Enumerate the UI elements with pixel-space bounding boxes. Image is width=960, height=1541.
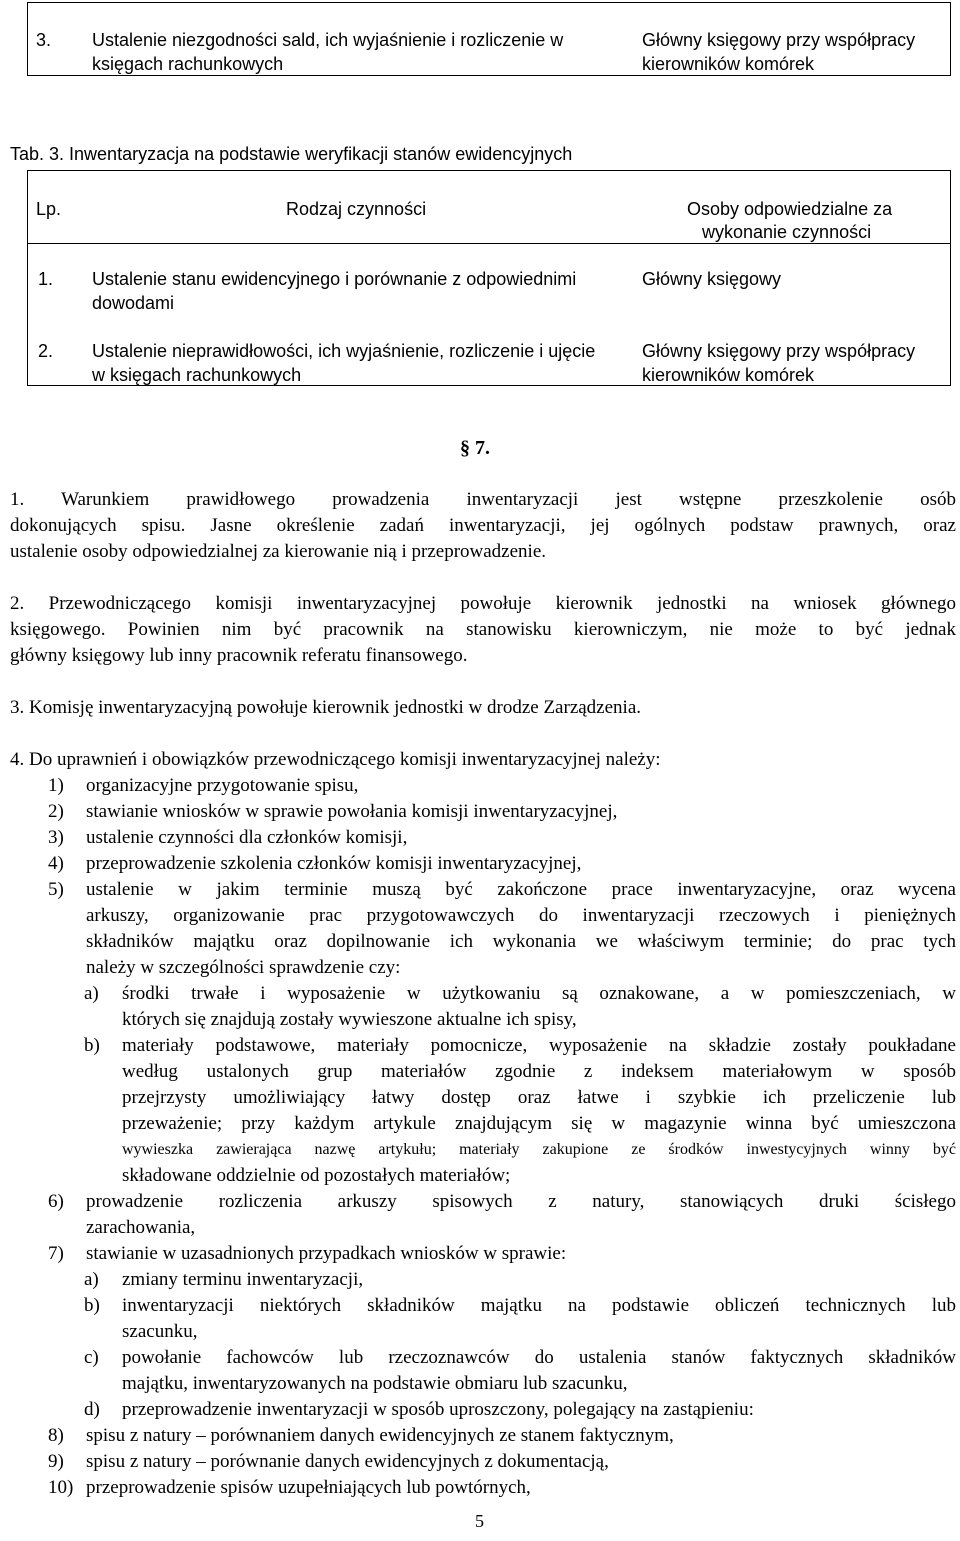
list-item: ustalenie czynności dla członków komisji, (86, 827, 408, 848)
sub-item-letter: c) (84, 1347, 99, 1368)
sub-item-letter: d) (84, 1399, 100, 1420)
paragraph-2 (10, 591, 956, 669)
table-row-no: 2. (38, 341, 54, 361)
sub-item (122, 1345, 956, 1397)
sub-item-letter: b) (84, 1035, 100, 1056)
table-header-resp: Osoby odpowiedzialne za (687, 199, 893, 219)
list-item-number: 3) (48, 827, 64, 848)
sub-item-line: materiały podstawowe, materiały pomocnicze, wyposażenie na składzie zostały poukładane (122, 1035, 956, 1056)
paragraph-3 (10, 695, 956, 721)
sub-item (122, 981, 956, 1033)
sub-item-line: powołanie fachowców lub rzeczoznawców do ustalenia stanów faktycznych składników (122, 1347, 956, 1368)
list-item-number: 6) (48, 1191, 64, 1212)
sub-item-line: przeważenie; przy każdym artykule znajdującym się w magazynie winna być umieszczona (122, 1113, 956, 1134)
list-item: stawianie wniosków w sprawie powołania komisji inwentaryzacyjnej, (86, 801, 618, 822)
table-cell-no: 3. (36, 30, 52, 50)
paragraph-line: 3. Komisję inwentaryzacyjną powołuje kierownik jednostki w drodze Zarządzenia. (10, 697, 642, 718)
sub-item: przeprowadzenie inwentaryzacji w sposób uproszczony, polegający na zastąpieniu: (122, 1399, 754, 1420)
sub-item (122, 1293, 956, 1345)
table-row-desc: dowodami (92, 293, 175, 313)
paragraph-line: ustalenie osoby odpowiedzialnej za kierowanie nią i przeprowadzenie. (10, 541, 547, 562)
sub-item-letter: a) (84, 983, 99, 1004)
sub-item-letter: b) (84, 1295, 100, 1316)
list-item: organizacyjne przygotowanie spisu, (86, 775, 359, 796)
table-cell-desc: księgach rachunkowych (92, 54, 284, 74)
page-number: 5 (475, 1511, 484, 1531)
list-item-line: ustalenie w jakim terminie muszą być zakończone prace inwentaryzacyjne, oraz wycena (86, 879, 956, 900)
sub-item-line: według ustalonych grup materiałów zgodnie z indeksem materiałowym w sposób (122, 1061, 956, 1082)
table-row-resp: Główny księgowy przy współpracy (642, 341, 916, 361)
list-item-line: prowadzenie rozliczenia arkuszy spisowych z natury, stanowiących druki ścisłego (86, 1191, 956, 1212)
list-item-number: 7) (48, 1243, 64, 1264)
list-item-number: 4) (48, 853, 64, 874)
list-item: spisu z natury – porównaniem danych ewidencyjnych ze stanem faktycznym, (86, 1425, 674, 1446)
list-item: spisu z natury – porównanie danych ewidencyjnych z dokumentacją, (86, 1451, 609, 1472)
paragraph-line: księgowego. Powinien nim być pracownik na stanowisku kierowniczym, nie może to być jednak (10, 619, 956, 640)
table-row-desc: Ustalenie nieprawidłowości, ich wyjaśnienie, rozliczenie i ujęcie (92, 341, 596, 361)
paragraph-line: główny księgowy lub inny pracownik referatu finansowego. (10, 645, 468, 666)
sub-item-letter: a) (84, 1269, 99, 1290)
section-heading: § 7. (460, 437, 490, 459)
paragraph-line: dokonujących spisu. Jasne określenie zadań inwentaryzacji, jej ogólnych podstaw prawnych, oraz (10, 515, 956, 536)
list-item-number: 1) (48, 775, 64, 796)
list-item: przeprowadzenie spisów uzupełniających lub powtórnych, (86, 1477, 531, 1498)
sub-item-line: inwentaryzacji niektórych składników majątku na podstawie obliczeń technicznych lub (122, 1295, 956, 1316)
table-cell-desc: Ustalenie niezgodności sald, ich wyjaśnienie i rozliczenie w (92, 30, 564, 50)
list-item: przeprowadzenie szkolenia członków komisji inwentaryzacyjnej, (86, 853, 582, 874)
list-item-number: 10) (48, 1477, 74, 1498)
sub-item: zmiany terminu inwentaryzacji, (122, 1269, 364, 1290)
sub-item-line: składowane oddzielnie od pozostałych materiałów; (122, 1165, 511, 1186)
table-row-no: 1. (38, 269, 54, 289)
paragraph-1 (10, 487, 956, 565)
table-cell-resp: kierowników komórek (642, 54, 815, 74)
sub-item-line: szacunku, (122, 1321, 198, 1342)
list-item-number: 8) (48, 1425, 64, 1446)
paragraph-line: 4. Do uprawnień i obowiązków przewodniczącego komisji inwentaryzacyjnej należy: (10, 749, 661, 770)
table-header-no: Lp. (36, 199, 62, 219)
list-item-number: 5) (48, 879, 64, 900)
list-item-line: arkuszy, organizowanie prac przygotowawczych do inwentaryzacji rzeczowych i pieniężnych (86, 905, 956, 926)
table-caption: Tab. 3. Inwentaryzacja na podstawie weryfikacji stanów ewidencyjnych (10, 144, 573, 164)
table-row-resp: Główny księgowy (642, 269, 782, 289)
table-row-resp: kierowników komórek (642, 365, 815, 385)
table-cell-resp: Główny księgowy przy współpracy (642, 30, 916, 50)
list-item: stawianie w uzasadnionych przypadkach wniosków w sprawie: (86, 1243, 567, 1264)
table-header-desc: Rodzaj czynności (286, 199, 427, 219)
sub-item-line: których się znajdują zostały wywieszone aktualne ich spisy, (122, 1009, 577, 1030)
table-header-resp: wykonanie czynności (702, 222, 872, 242)
paragraph-4-intro (10, 747, 956, 773)
list-item (86, 877, 956, 981)
list-item-line: należy w szczególności sprawdzenie czy: (86, 957, 401, 978)
list-item-line: składników majątku oraz dopilnowanie ich wykonania we właściwym terminie; do prac tych (86, 931, 956, 952)
sub-item-line: środki trwałe i wyposażenie w użytkowaniu są oznakowane, a w pomieszczeniach, w (122, 983, 956, 1004)
sub-item (122, 1033, 956, 1189)
sub-item-line: przejrzysty umożliwiający łatwy dostęp oraz łatwe i szybkie ich przeliczenie lub (122, 1087, 956, 1108)
paragraph-line: 1. Warunkiem prawidłowego prowadzenia inwentaryzacji jest wstępne przeszkolenie osób (10, 489, 956, 510)
sub-item-line: wywieszka zawierająca nazwę artykułu; materiały zakupione ze środków inwestycyjnych winny być (122, 1141, 956, 1158)
list-item-line: zarachowania, (86, 1217, 196, 1238)
table-row-desc: Ustalenie stanu ewidencyjnego i porównanie z odpowiednimi (92, 269, 577, 289)
sub-item-line: majątku, inwentaryzowanych na podstawie obmiaru lub szacunku, (122, 1373, 628, 1394)
paragraph-line: 2. Przewodniczącego komisji inwentaryzacyjnej powołuje kierownik jednostki na wniosek głównego (10, 593, 956, 614)
table-row-desc: w księgach rachunkowych (92, 365, 302, 385)
list-item (86, 1189, 956, 1241)
list-item-number: 2) (48, 801, 64, 822)
list-item-number: 9) (48, 1451, 64, 1472)
